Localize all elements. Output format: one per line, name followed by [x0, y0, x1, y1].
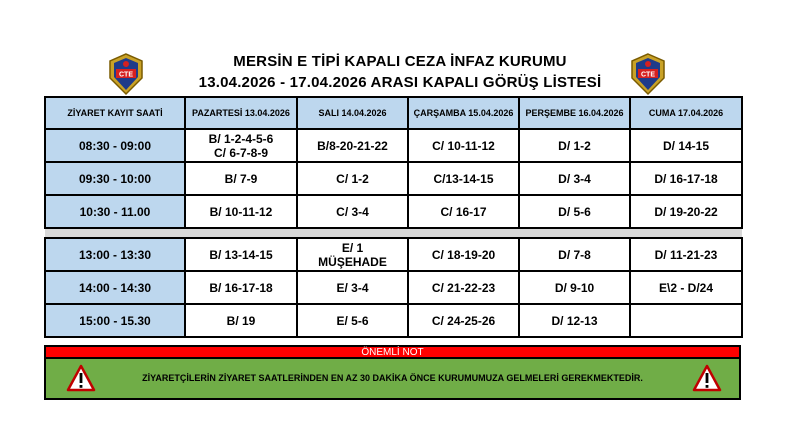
schedule-cell-monday	[185, 162, 297, 195]
cell-text: B/ 13-14-15	[209, 247, 273, 262]
schedule-cell-wednesday	[408, 195, 519, 228]
table-row	[45, 304, 742, 337]
cell-text: D/ 3-4	[558, 171, 591, 186]
cell-text: C/13-14-15	[433, 171, 494, 186]
schedule-cell-friday	[630, 271, 742, 304]
cell-text: B/ 10-11-12	[209, 204, 273, 219]
schedule-cell-thursday	[519, 271, 630, 304]
schedule-cell-tuesday	[297, 129, 408, 162]
visitor-warning-banner	[44, 359, 741, 400]
schedule-cell-friday	[630, 304, 742, 337]
column-header-monday: PAZARTESİ 13.04.2026	[185, 97, 297, 129]
warning-triangle-icon	[692, 364, 722, 392]
schedule-cell-wednesday	[408, 271, 519, 304]
schedule-cell-tuesday	[297, 238, 408, 271]
visit-schedule-table	[44, 96, 743, 338]
cell-text: C/ 10-11-12	[432, 138, 495, 153]
cell-text: C/ 16-17	[440, 204, 487, 219]
cell-text: B/ 19	[226, 313, 256, 328]
institution-logo-right	[626, 52, 670, 96]
lunch-break-separator	[45, 228, 742, 238]
page-title-list: 13.04.2026 - 17.04.2026 ARASI KAPALI GÖRÜŞ LİSTESİ	[198, 74, 602, 91]
cell-text: D/ 19-20-22	[654, 204, 718, 219]
schedule-cell-thursday	[519, 195, 630, 228]
cell-text: D/ 16-17-18	[654, 171, 718, 186]
column-header-friday: CUMA 17.04.2026	[630, 97, 742, 129]
cell-text: D/ 14-15	[662, 138, 710, 153]
schedule-cell-wednesday	[408, 162, 519, 195]
cell-text: B/ 1-2-4-5-6	[208, 131, 274, 146]
cell-text: C/ 24-25-26	[431, 313, 496, 328]
cell-text: C/ 1-2	[336, 171, 369, 186]
schedule-cell-monday	[185, 129, 297, 162]
table-row	[45, 238, 742, 271]
column-header-thursday: PERŞEMBE 16.04.2026	[519, 97, 630, 129]
time-slot-cell: 14:00 - 14:30	[45, 271, 185, 304]
cell-text: D/ 7-8	[558, 247, 591, 262]
visitor-warning-text: ZİYARETÇİLERİN ZİYARET SAATLERİNDEN EN AZ 30 DAKİKA ÖNCE KURUMUMUZA GELMELERİ GEREKMEKTEDİR.	[142, 373, 643, 383]
institution-logo-left	[104, 52, 148, 96]
cell-text: C/ 3-4	[336, 204, 369, 219]
schedule-cell-monday	[185, 195, 297, 228]
cell-text: E/ 3-4	[336, 280, 369, 295]
cell-text: D/ 12-13	[551, 313, 598, 328]
separator-cell	[185, 228, 297, 238]
separator-cell	[408, 228, 519, 238]
time-slot-cell: 15:00 - 15.30	[45, 304, 185, 337]
schedule-cell-wednesday	[408, 129, 519, 162]
cell-text: E/ 1	[341, 240, 364, 255]
cell-text: E/ 5-6	[336, 313, 369, 328]
schedule-cell-thursday	[519, 238, 630, 271]
schedule-cell-friday	[630, 238, 742, 271]
cell-text: D/ 1-2	[558, 138, 591, 153]
schedule-cell-wednesday	[408, 304, 519, 337]
schedule-cell-friday	[630, 195, 742, 228]
schedule-cell-tuesday	[297, 162, 408, 195]
schedule-cell-wednesday	[408, 238, 519, 271]
table-header-row	[45, 97, 742, 129]
schedule-cell-tuesday	[297, 271, 408, 304]
schedule-cell-monday	[185, 304, 297, 337]
cell-text: C/ 18-19-20	[431, 247, 496, 262]
column-header-wednesday: ÇARŞAMBA 15.04.2026	[408, 97, 519, 129]
cell-text: D/ 9-10	[554, 280, 595, 295]
table-row	[45, 195, 742, 228]
separator-cell	[630, 228, 742, 238]
cell-text: C/ 6-7-8-9	[213, 145, 269, 160]
table-row	[45, 129, 742, 162]
time-slot-cell: 13:00 - 13:30	[45, 238, 185, 271]
column-header-tuesday: SALI 14.04.2026	[297, 97, 408, 129]
schedule-cell-thursday	[519, 304, 630, 337]
schedule-cell-tuesday	[297, 304, 408, 337]
time-slot-cell: 09:30 - 10:00	[45, 162, 185, 195]
time-slot-cell: 10:30 - 11.00	[45, 195, 185, 228]
important-note-banner: ÖNEMLİ NOT	[44, 345, 741, 359]
column-header-time: ZİYARET KAYIT SAATİ	[45, 97, 185, 129]
separator-cell	[519, 228, 630, 238]
logo-right-text: CTE	[641, 71, 655, 79]
cell-text: E\2 - D/24	[658, 280, 714, 295]
schedule-cell-friday	[630, 129, 742, 162]
schedule-cell-tuesday	[297, 195, 408, 228]
schedule-cell-thursday	[519, 162, 630, 195]
time-slot-cell: 08:30 - 09:00	[45, 129, 185, 162]
table-row	[45, 271, 742, 304]
cell-text: D/ 11-21-23	[654, 247, 718, 262]
schedule-cell-friday	[630, 162, 742, 195]
cell-text: C/ 21-22-23	[431, 280, 496, 295]
schedule-cell-thursday	[519, 129, 630, 162]
schedule-cell-monday	[185, 238, 297, 271]
schedule-cell-monday	[185, 271, 297, 304]
separator-cell	[297, 228, 408, 238]
cell-text: D/ 5-6	[558, 204, 591, 219]
cell-text: B/ 7-9	[224, 171, 258, 186]
cell-text: B/ 16-17-18	[209, 280, 273, 295]
logo-left-text: CTE	[119, 71, 133, 79]
page-title-institution: MERSİN E TİPİ KAPALI CEZA İNFAZ KURUMU	[233, 53, 567, 70]
cell-text: MÜŞEHADE	[318, 254, 387, 269]
cell-text: B/8-20-21-22	[317, 138, 388, 153]
table-row	[45, 162, 742, 195]
separator-cell	[45, 228, 185, 238]
